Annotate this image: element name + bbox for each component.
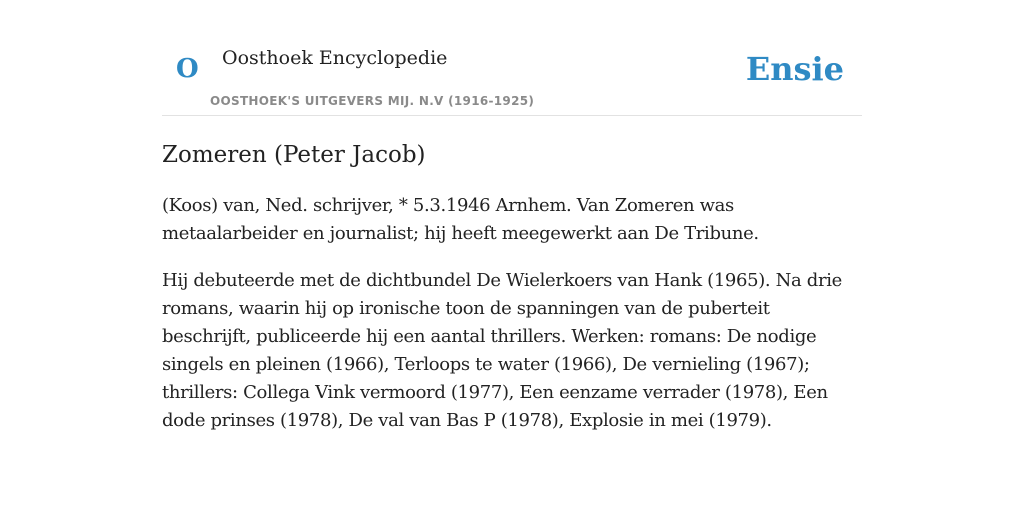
ensie-logo-link[interactable]: Ensie — [745, 50, 844, 88]
source-title-link[interactable]: Oosthoek Encyclopedie — [222, 47, 448, 69]
source-publisher: OOSTHOEK'S UITGEVERS MIJ. N.V (1916-1925) — [210, 94, 535, 108]
entry-title: Zomeren (Peter Jacob) — [162, 142, 426, 168]
entry-paragraph: Hij debuteerde met de dichtbundel De Wielerkoers van Hank (1965). Na drie romans, waarin hij op ironische toon de spanningen van de puberteit beschrijft, publiceerde hij een aantal thrillers. Werken: romans: De nodige singels en pleinen (1966), Terloops te water (1966), De vernieling (1967); thrillers: Collega Vink vermoord (1977), Een eenzame verrader (1978), Een dode prinses (1978), De val van Bas P (1978), Explosie in mei (1979). — [162, 270, 842, 431]
source-header — [162, 0, 862, 116]
page-container — [162, 0, 862, 431]
source-logo[interactable]: O — [176, 54, 199, 84]
entry-paragraph: (Koos) van, Ned. schrijver, * 5.3.1946 Arnhem. Van Zomeren was metaalarbeider en journalist; hij heeft meegewerkt aan De Tribune. — [162, 195, 759, 244]
